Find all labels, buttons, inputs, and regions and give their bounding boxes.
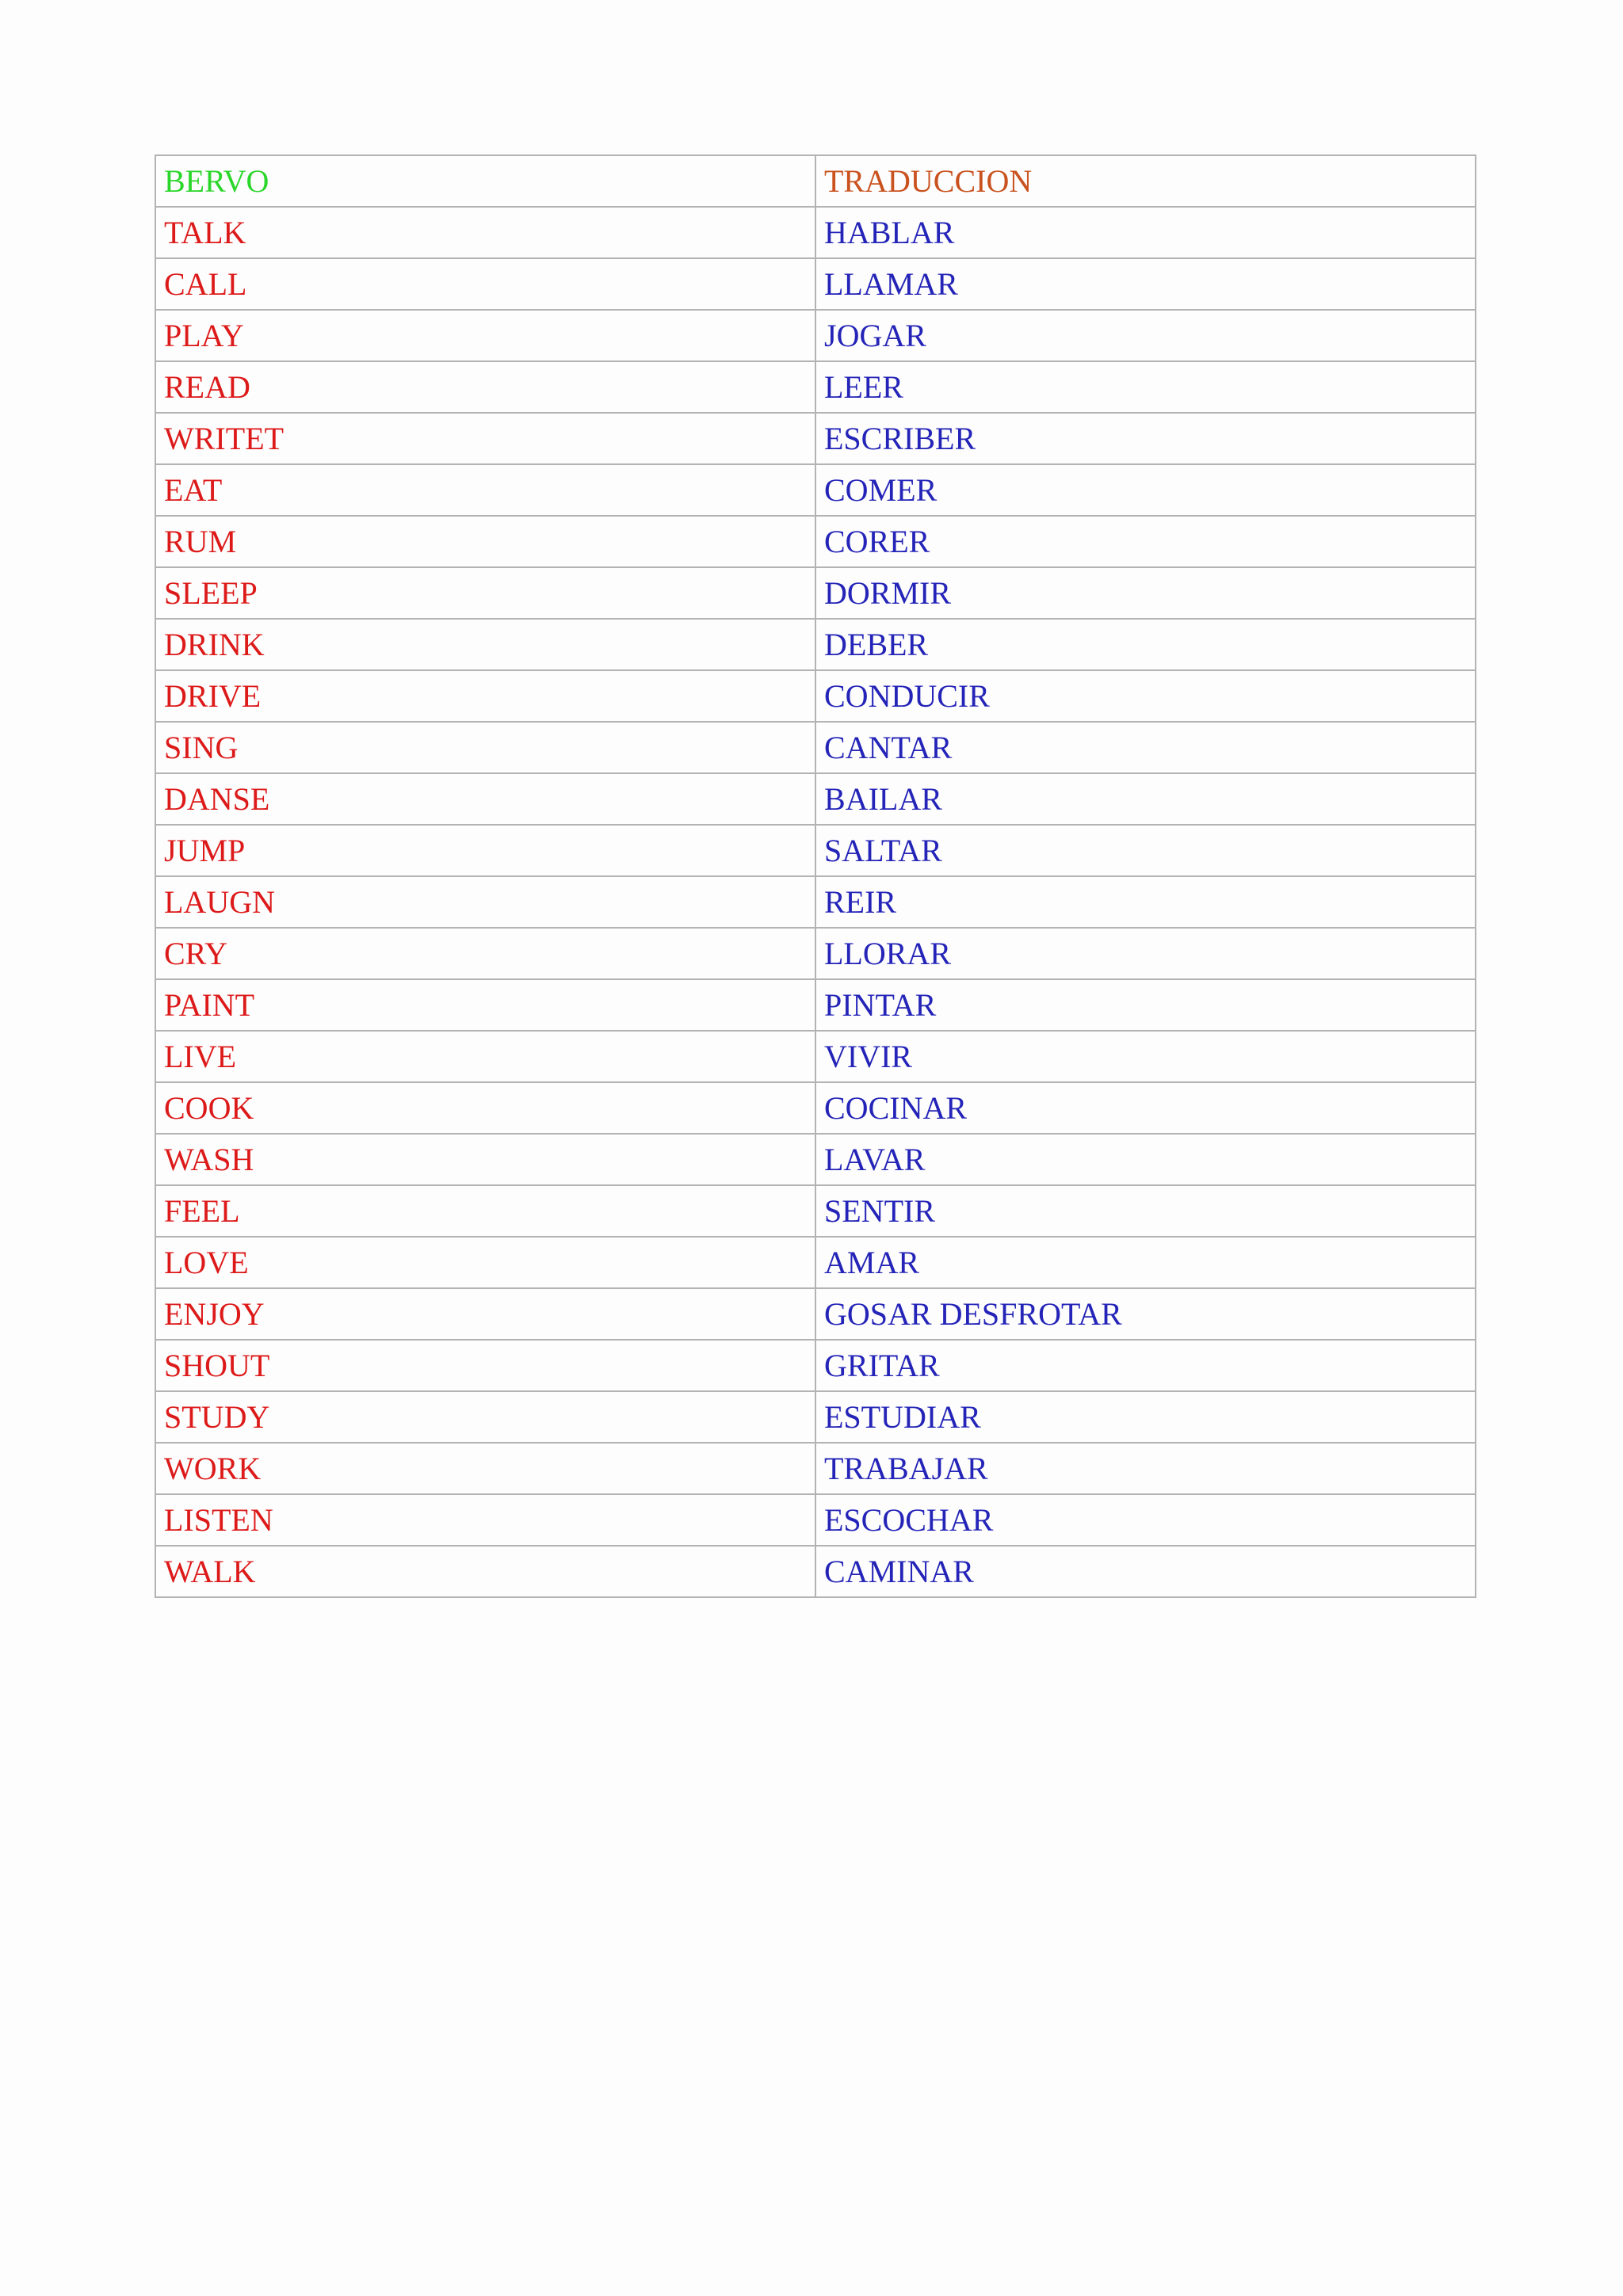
verb-cell: WALK bbox=[155, 1546, 815, 1597]
header-verb-cell: BERVO bbox=[155, 155, 815, 207]
verb-cell: PAINT bbox=[155, 979, 815, 1031]
table-row bbox=[155, 567, 1476, 619]
verb-cell: JUMP bbox=[155, 825, 815, 876]
table-row bbox=[155, 207, 1476, 258]
translation-cell: LLAMAR bbox=[815, 258, 1476, 310]
table-row bbox=[155, 825, 1476, 876]
translation-cell: GRITAR bbox=[815, 1340, 1476, 1391]
translation-cell: SALTAR bbox=[815, 825, 1476, 876]
verb-cell: WORK bbox=[155, 1443, 815, 1494]
translation-cell: REIR bbox=[815, 876, 1476, 928]
table-row bbox=[155, 1340, 1476, 1391]
table-row bbox=[155, 1546, 1476, 1597]
verb-cell: SHOUT bbox=[155, 1340, 815, 1391]
table-row bbox=[155, 979, 1476, 1031]
verb-cell: DANSE bbox=[155, 773, 815, 825]
table-row bbox=[155, 1031, 1476, 1082]
translation-cell: SENTIR bbox=[815, 1185, 1476, 1237]
translation-cell: JOGAR bbox=[815, 310, 1476, 361]
verb-cell: PLAY bbox=[155, 310, 815, 361]
translation-cell: AMAR bbox=[815, 1237, 1476, 1288]
table-row bbox=[155, 773, 1476, 825]
vocabulary-table-body bbox=[155, 155, 1476, 1597]
table-row bbox=[155, 722, 1476, 773]
table-row bbox=[155, 1391, 1476, 1443]
table-row bbox=[155, 670, 1476, 722]
translation-cell: CAMINAR bbox=[815, 1546, 1476, 1597]
verb-cell: READ bbox=[155, 361, 815, 413]
table-row bbox=[155, 516, 1476, 567]
translation-cell: CANTAR bbox=[815, 722, 1476, 773]
table-row bbox=[155, 1185, 1476, 1237]
translation-cell: TRABAJAR bbox=[815, 1443, 1476, 1494]
verb-cell: COOK bbox=[155, 1082, 815, 1134]
table-row bbox=[155, 1082, 1476, 1134]
table-row bbox=[155, 1237, 1476, 1288]
translation-cell: ESTUDIAR bbox=[815, 1391, 1476, 1443]
table-row bbox=[155, 1134, 1476, 1185]
verb-cell: SLEEP bbox=[155, 567, 815, 619]
translation-cell: LEER bbox=[815, 361, 1476, 413]
verb-cell: CRY bbox=[155, 928, 815, 979]
verb-cell: LOVE bbox=[155, 1237, 815, 1288]
table-row bbox=[155, 361, 1476, 413]
verb-cell: RUM bbox=[155, 516, 815, 567]
verb-cell: STUDY bbox=[155, 1391, 815, 1443]
translation-cell: HABLAR bbox=[815, 207, 1476, 258]
table-row bbox=[155, 619, 1476, 670]
translation-cell: DEBER bbox=[815, 619, 1476, 670]
translation-cell: DORMIR bbox=[815, 567, 1476, 619]
verb-cell: WRITET bbox=[155, 413, 815, 464]
translation-cell: COCINAR bbox=[815, 1082, 1476, 1134]
verb-cell: LIVE bbox=[155, 1031, 815, 1082]
table-header-row bbox=[155, 155, 1476, 207]
table-row bbox=[155, 464, 1476, 516]
verb-cell: WASH bbox=[155, 1134, 815, 1185]
table-row bbox=[155, 876, 1476, 928]
table-row bbox=[155, 413, 1476, 464]
table-row bbox=[155, 1443, 1476, 1494]
translation-cell: PINTAR bbox=[815, 979, 1476, 1031]
vocabulary-table bbox=[155, 154, 1476, 1598]
verb-cell: TALK bbox=[155, 207, 815, 258]
verb-cell: FEEL bbox=[155, 1185, 815, 1237]
verb-cell: SING bbox=[155, 722, 815, 773]
verb-cell: DRIVE bbox=[155, 670, 815, 722]
translation-cell: CONDUCIR bbox=[815, 670, 1476, 722]
translation-cell: ESCOCHAR bbox=[815, 1494, 1476, 1546]
translation-cell: GOSAR DESFROTAR bbox=[815, 1288, 1476, 1340]
verb-cell: DRINK bbox=[155, 619, 815, 670]
translation-cell: LLORAR bbox=[815, 928, 1476, 979]
translation-cell: ESCRIBER bbox=[815, 413, 1476, 464]
verb-cell: ENJOY bbox=[155, 1288, 815, 1340]
verb-cell: EAT bbox=[155, 464, 815, 516]
translation-cell: LAVAR bbox=[815, 1134, 1476, 1185]
header-translation-cell: TRADUCCION bbox=[815, 155, 1476, 207]
translation-cell: COMER bbox=[815, 464, 1476, 516]
translation-cell: BAILAR bbox=[815, 773, 1476, 825]
table-row bbox=[155, 1494, 1476, 1546]
translation-cell: VIVIR bbox=[815, 1031, 1476, 1082]
verb-cell: CALL bbox=[155, 258, 815, 310]
verb-cell: LAUGN bbox=[155, 876, 815, 928]
verb-cell: LISTEN bbox=[155, 1494, 815, 1546]
translation-cell: CORER bbox=[815, 516, 1476, 567]
table-row bbox=[155, 258, 1476, 310]
table-row bbox=[155, 1288, 1476, 1340]
table-row bbox=[155, 310, 1476, 361]
table-row bbox=[155, 928, 1476, 979]
